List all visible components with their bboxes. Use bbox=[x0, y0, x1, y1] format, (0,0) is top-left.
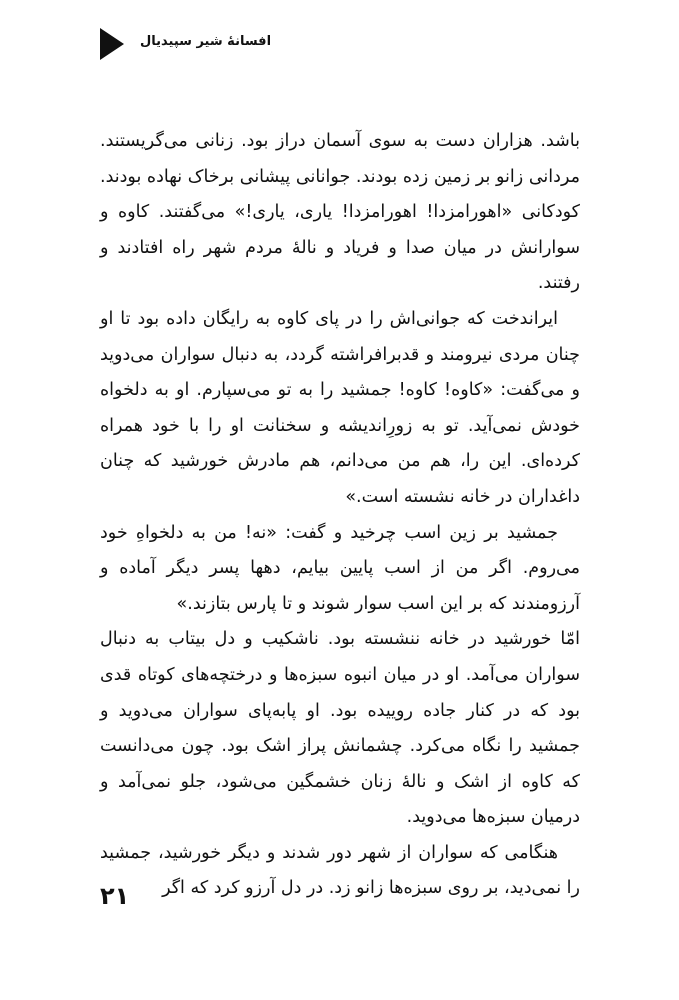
running-header bbox=[100, 22, 580, 62]
paragraph: جمشید بر زین اسب چرخید و گفت: «نه! من به دلخواهِ خود می‌روم. اگر من از اسب پایین بیایم، دهها پسر دیگر آماده و آرزومندند که بر این اسب سوار شوند و تا پارس بتازند.» bbox=[100, 522, 580, 614]
paragraph: امّا خورشید در خانه ننشسته بود. ناشکیب و دل بیتاب به دنبال سواران می‌آمد. او در میان انبوه سبزه‌ها و درختچه‌های کوتاه قدی بود که در کنار جاده روییده بود. او پابه‌پای سواران می‌دوید و جمشید را نگاه می‌کرد. چشمانش پراز اشک بود. چون می‌دانست که کاوه از اشک و نالهٔ زنان خشمگین می‌شود، جلو نمی‌آمد و درمیان سبزه‌ها می‌دوید. bbox=[100, 629, 580, 828]
book-title: افسانهٔ شیر سپیدیال bbox=[140, 34, 272, 49]
triangle-arrow-icon bbox=[100, 28, 124, 60]
paragraph: هنگامی که سواران از شهر دور شدند و دیگر خورشید، جمشید را نمی‌دید، بر روی سبزه‌ها زانو زد. در دل آرزو کرد که اگر bbox=[100, 842, 580, 899]
paragraph: باشد. هزاران دست به سوی آسمان دراز بود. زنانی می‌گریستند. مردانی زانو بر زمین زده بودند. جوانانی پیشانی برخاک نهاده بودند. کودکانی «اهورامزدا! اهورامزدا! یاری، یاری!» می‌گفتند. کاوه و سوارانش در میان صدا و فریاد و نالهٔ مردم شهر راه افتادند و رفتند. bbox=[100, 131, 580, 294]
page-body bbox=[100, 124, 580, 907]
paragraph: ایراندخت که جوانی‌اش را در پای کاوه به رایگان داده بود تا او چنان مردی نیرومند و قدبرافراشته گردد، به دنبال سواران می‌دوید و می‌گفت: «کاوه! کاوه! جمشید را به تو می‌سپارم. او به دلخواه خودش نمی‌آید. تو به زورِاندیشه و سخنانت او را با خود همراه کرده‌ای. این را، هم من می‌دانم، هم مادرش خورشید که چنان داغداران در خانه نشسته است.» bbox=[100, 308, 580, 507]
page-number: ۲۱ bbox=[100, 882, 130, 910]
